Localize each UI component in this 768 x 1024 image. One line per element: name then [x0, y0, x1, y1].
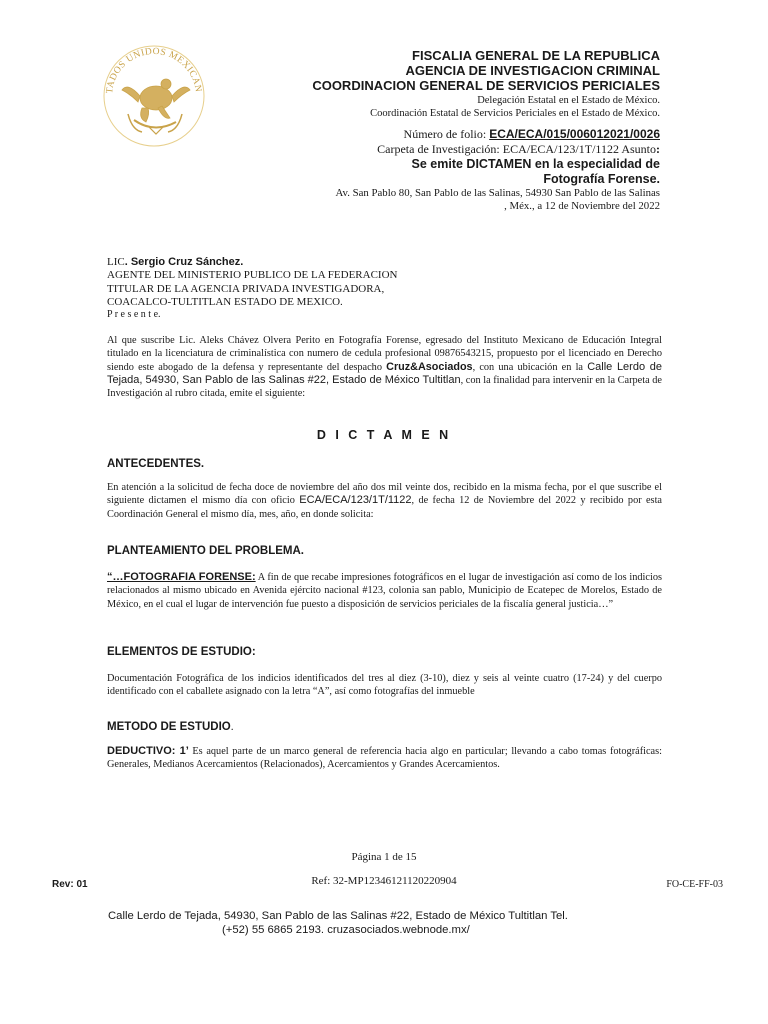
elementos-paragraph: Documentación Fotográfica de los indicios identificados del tres al diez (3-10), diez y seis al veinte cuatro (17-24) y del cuerpo identificado con el caballete asignado con la letra “A”, así como fotografías del inmueble — [107, 673, 662, 698]
eagle-seal-icon — [98, 38, 210, 150]
deductivo-label: DEDUCTIVO: 1’ — [107, 745, 189, 757]
antecedentes-text-1: En atención a la solicitud de fecha doce de noviembre del año dos mil veinte dos, recibido en la misma fecha, por el que suscribe el siguiente dictamen el mismo día con oficio — [107, 482, 662, 507]
elementos-heading: ELEMENTOS DE ESTUDIO: — [107, 646, 256, 658]
quote-open: “… — [107, 571, 124, 583]
folio-line — [404, 127, 660, 142]
intro-paragraph — [107, 334, 662, 400]
planteamiento-heading: PLANTEAMIENTO DEL PROBLEMA. — [107, 545, 304, 557]
asunto-line-1: Se emite DICTAMEN en la especialidad de — [411, 157, 660, 171]
metodo-text: Es aquel parte de un marco general de referencia hacia algo en particular; llevando a cabo tomas fotográficas: Generales, Medianos Acercamientos (Relacionados), Acercamientos y Grandes Acercamientos. — [107, 746, 662, 771]
planteamiento-paragraph — [107, 571, 662, 611]
header-line-1: FISCALIA GENERAL DE LA REPUBLICA — [412, 48, 660, 63]
document-date: , Méx., a 12 de Noviembre del 2022 — [504, 200, 660, 212]
header-line-3: COORDINACION GENERAL DE SERVICIOS PERICIALES — [312, 78, 660, 93]
header-sub-1: Delegación Estatal en el Estado de México. — [477, 95, 660, 106]
recipient-title-2: TITULAR DE LA AGENCIA PRIVADA INVESTIGADORA, — [107, 283, 385, 295]
presente-text: P r e s e n t e. — [107, 309, 161, 320]
metodo-heading — [107, 721, 234, 733]
folio-label: Número de folio: — [403, 127, 490, 141]
recipient-title-3: COACALCO-TULTITLAN ESTADO DE MEXICO. — [107, 296, 343, 308]
footer-address-line-1: Calle Lerdo de Tejada, 54930, San Pablo de las Salinas #22, Estado de México Tultitlan Tel. — [108, 910, 568, 922]
firm-name: Cruz&Asociados — [386, 360, 473, 373]
header-line-2: AGENCIA DE INVESTIGACION CRIMINAL — [405, 63, 660, 78]
carpeta-colon: : — [656, 142, 660, 156]
recipient-prefix: LIC — [107, 256, 125, 268]
header-sub-2: Coordinación Estatal de Servicios Periciales en el Estado de México. — [370, 108, 660, 119]
asunto-line-2: Fotografía Forense. — [543, 172, 660, 186]
form-code: FO-CE-FF-03 — [666, 879, 723, 890]
recipient-name: . Sergio Cruz Sánchez. — [124, 256, 244, 268]
antecedentes-text-2: , de fecha 12 de Noviembre del 2022 y recibido por esta Coordinación General el mismo día, mes, año, en donde solicita: — [107, 495, 662, 520]
metodo-heading-dot: . — [230, 721, 234, 733]
metodo-heading-text: METODO DE ESTUDIO — [107, 721, 231, 733]
recipient-name-line — [107, 256, 243, 268]
planteamiento-text: A fin de que recabe impresiones fotográficos en el lugar de investigación así como de los indicios relacionados al mismo ubicado en Avenida ejército nacional #123, colonia san pablo, Municipio de Ecatepec de Morelos, Estado de México, en el cual el lugar de intervención fue puesto a disposición de servicios periciales de la fiscalía general justicia…” — [107, 572, 662, 610]
recipient-title-1: AGENTE DEL MINISTERIO PUBLICO DE LA FEDERACION — [107, 269, 398, 281]
fotografia-forense-label: FOTOGRAFIA FORENSE: — [123, 571, 256, 583]
firm-address: Calle Lerdo de Tejada, 54930, San Pablo de las Salinas #22, Estado de México Tultitlan — [107, 360, 662, 386]
page-number: Página 1 de 15 — [351, 851, 417, 863]
folio-number: ECA/ECA/015/006012021/0026 — [489, 127, 660, 141]
carpeta-text: Carpeta de Investigación: ECA/ECA/123/1T/1122 Asunto — [377, 142, 656, 156]
carpeta-line — [377, 142, 660, 157]
oficio-number: ECA/ECA/123/1T/1122 — [299, 494, 412, 507]
revision-label: Rev: 01 — [52, 879, 88, 890]
dictamen-title: D I C T A M E N — [316, 428, 452, 442]
intro-text-1: Al que suscribe Lic. Aleks Chávez Olvera Perito en Fotografía Forense, egresado del Instituto Mexicano de Educación Integral titulado en la licenciatura de criminalística con numero de cedula profesional 09876543215, propuesto por el licenciado en Derecho siendo este abogado de la defensa y representante del despacho — [107, 335, 662, 373]
reference-number: Ref: 32-MP12346121120220904 — [311, 875, 457, 887]
metodo-paragraph — [107, 745, 662, 772]
mexico-coat-of-arms-seal — [98, 38, 210, 150]
intro-text-3: , con la finalidad para intervenir en la Carpeta de Investigación al rubro citada, emite el siguiente: — [107, 374, 662, 400]
seal-text: TADOS UNIDOS MEXICAN — [105, 46, 203, 95]
intro-text-2: , con una ubicación en la — [472, 361, 588, 373]
location-address: Av. San Pablo 80, San Pablo de las Salinas, 54930 San Pablo de las Salinas — [335, 187, 660, 199]
footer-address-line-2: (+52) 55 6865 2193. cruzasociados.webnode.mx/ — [222, 924, 470, 936]
antecedentes-heading: ANTECEDENTES. — [107, 458, 205, 470]
antecedentes-paragraph — [107, 481, 662, 521]
